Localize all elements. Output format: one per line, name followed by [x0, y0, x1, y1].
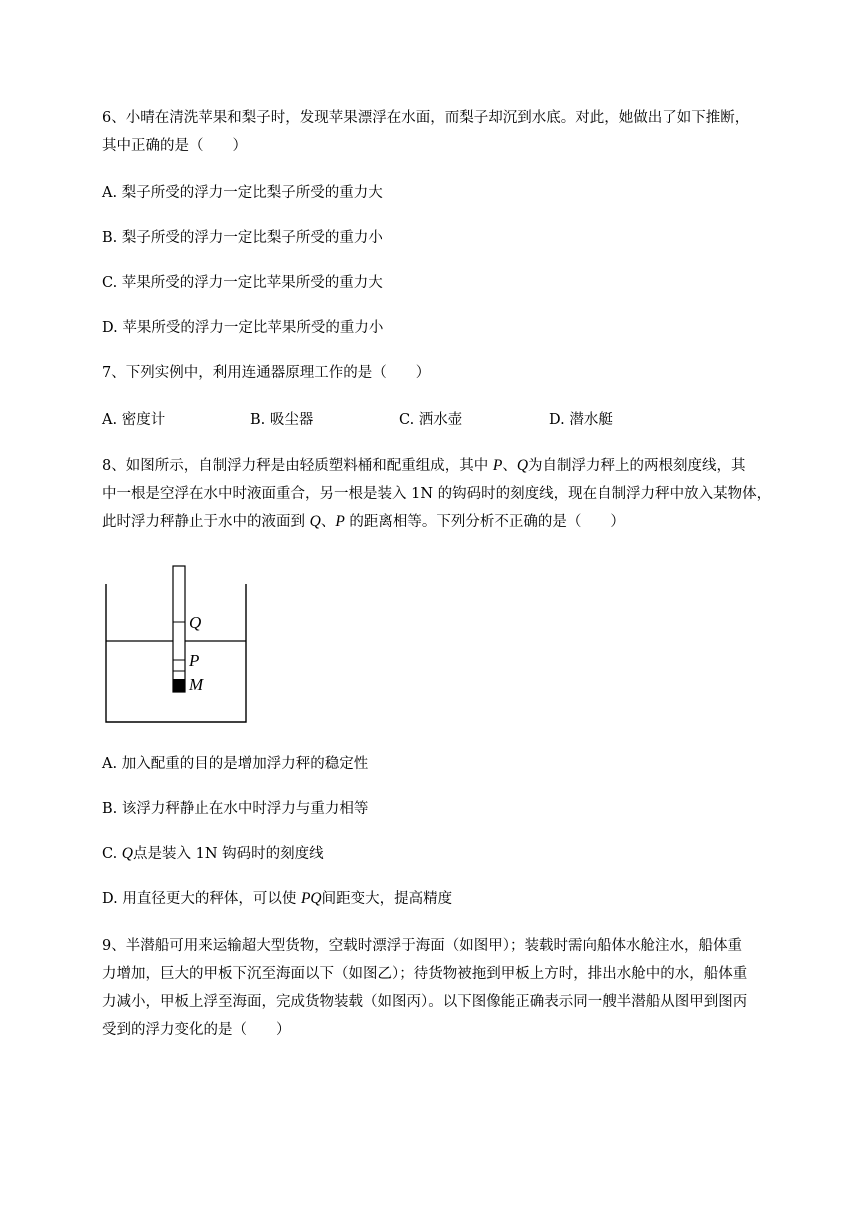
q6-option-c: C. 苹果所受的浮力一定比苹果所受的重力大: [102, 275, 383, 291]
label-p: P: [189, 651, 200, 670]
q8-option-c-text: 点是装入 1N 钩码时的刻度线: [133, 846, 324, 862]
q7-option-a: A. 密度计: [102, 412, 166, 428]
label-q: Q: [189, 613, 202, 632]
q6-option-a: A. 梨子所受的浮力一定比梨子所受的重力大: [102, 185, 383, 201]
var-q: Q: [516, 457, 529, 474]
q9-stem-line3: 力减小，甲板上浮至海面，完成货物装载（如图丙）。以下图像能正确表示同一艘半潜船从图甲到图丙: [102, 994, 748, 1010]
q8-option-d-prefix: D. 用直径更大的秤体，可以使: [102, 891, 301, 907]
q7-option-b: B. 吸尘器: [250, 412, 314, 428]
q9-stem-line4: 受到的浮力变化的是（ ）: [102, 1022, 291, 1038]
q8-stem-text: 的距离相等。下列分析不正确的是（ ）: [344, 514, 625, 530]
q8-option-a: A. 加入配重的目的是增加浮力秤的稳定性: [102, 756, 369, 772]
q8-option-c-prefix: C.: [102, 846, 122, 862]
float-scale-diagram: [100, 558, 260, 728]
q6-option-b: B. 梨子所受的浮力一定比梨子所受的重力小: [102, 230, 383, 246]
q6-stem-line2: 其中正确的是（ ）: [102, 138, 247, 154]
var-q: Q: [309, 513, 321, 530]
q8-stem-line2: 中一根是空浮在水中时液面重合，另一根是装入 1N 的钩码时的刻度线，现在自制浮力秤中放入某物体，: [102, 486, 772, 502]
q6-stem-line1: 6、小晴在清洗苹果和梨子时，发现苹果漂浮在水面，而梨子却沉到水底。对此，她做出了如下推断，: [102, 110, 750, 126]
q8-option-d-text: 间距变大，提高精度: [321, 891, 453, 907]
q8-stem-text: 、: [320, 514, 336, 530]
var-p: P: [492, 457, 503, 474]
var-p: P: [335, 513, 345, 530]
q8-stem-line1: [102, 456, 746, 476]
q7-stem: 7、下列实例中，利用连通器原理工作的是（ ）: [102, 365, 431, 381]
q8-stem-text: 此时浮力秤静止于水中的液面到: [102, 514, 310, 530]
q8-stem-text: 、: [502, 458, 517, 474]
var-q: Q: [121, 845, 133, 862]
counterweight-m: [173, 679, 185, 692]
q7-option-d: D. 潜水艇: [549, 412, 613, 428]
var-pq: PQ: [300, 890, 322, 907]
q9-stem-line1: 9、半潜船可用来运输超大型货物，空载时漂浮于海面（如图甲）；装载时需向船体水舱注水，船体重: [102, 938, 742, 954]
scale-tube: [173, 566, 185, 692]
label-m: M: [189, 675, 204, 694]
q8-option-d: [102, 889, 452, 909]
q8-stem-text: 为自制浮力秤上的两根刻度线，其: [528, 458, 746, 474]
q6-option-d: D. 苹果所受的浮力一定比苹果所受的重力小: [102, 320, 384, 336]
q7-option-c: C. 洒水壶: [399, 412, 463, 428]
q8-option-c: [102, 844, 324, 864]
q9-stem-line2: 力增加，巨大的甲板下沉至海面以下（如图乙）；待货物被拖到甲板上方时，排出水舱中的水，船体重: [102, 966, 748, 982]
float-scale-figure: [100, 558, 260, 728]
q8-stem-text: 8、如图所示，自制浮力秤是由轻质塑料桶和配重组成，其中: [102, 458, 493, 474]
q8-stem-line3: [102, 512, 625, 532]
q8-option-b: B. 该浮力秤静止在水中时浮力与重力相等: [102, 801, 369, 817]
